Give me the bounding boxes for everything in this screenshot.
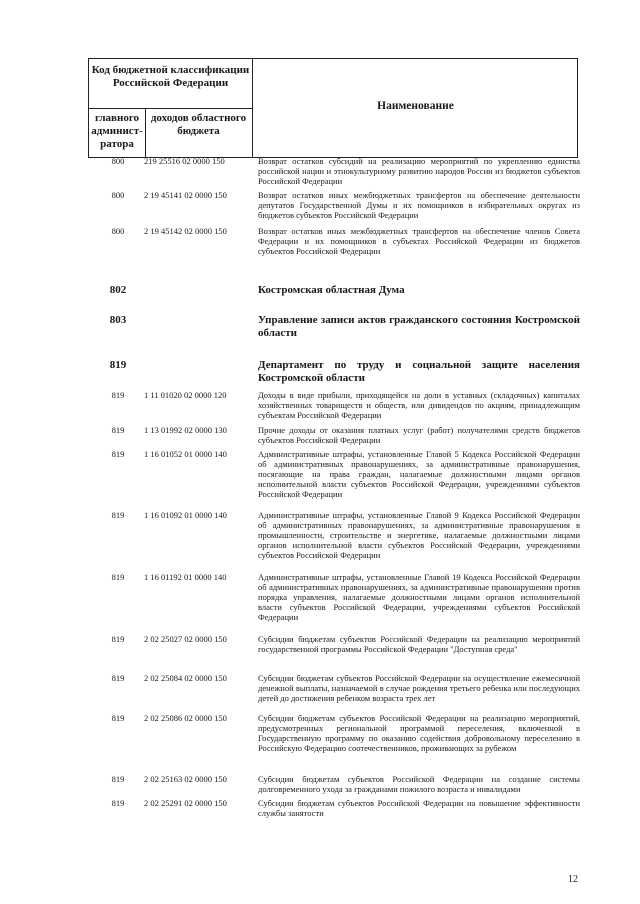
row-description: Доходы в виде прибыли, приходящейся на доли в уставных (складочных) капиталах хозяйственных товариществ и обществ, или дивидендов по акциям, принадлежащим субъектам Российской Федерации — [258, 390, 580, 420]
row-admin-code: 819 — [111, 510, 125, 520]
row-description: Административные штрафы, установленные Главой 5 Кодекса Российской Федерации об административных правонарушениях, за административные правонарушения, посягающие на права граждан, налагаемые должностными лицами органов исполнительной власти субъектов Российской Федерации, учреждениями субъектов Российской Федерации — [258, 449, 580, 499]
row-description: Возврат остатков иных межбюджетных трансфертов на обеспечение деятельности депутатов Государственной Думы и их помощников в избирательных округах из бюджетов субъектов Российской Федерации — [258, 190, 580, 220]
row-admin-code: 819 — [111, 449, 125, 459]
row-admin-code: 802 — [109, 284, 127, 296]
row-income-code: 2 19 45142 02 0000 150 — [144, 226, 227, 236]
table-header — [88, 58, 578, 158]
row-admin-code: 819 — [111, 713, 125, 723]
row-admin-code: 819 — [111, 774, 125, 784]
row-admin-code: 819 — [111, 390, 125, 400]
header-divider — [89, 108, 252, 109]
row-description: Субсидии бюджетам субъектов Российской Федерации на осуществление ежемесячной денежной выплаты, назначаемой в случае рождения третьего ребенка или последующих детей до достижения ребенком возраста трех лет — [258, 673, 580, 703]
row-income-code: 2 19 45141 02 0000 150 — [144, 190, 227, 200]
row-admin-code: 800 — [111, 156, 125, 166]
row-income-code: 1 16 01092 01 0000 140 — [144, 510, 227, 520]
row-description: Субсидии бюджетам субъектов Российской Федерации на создание системы долговременного ухода за гражданами пожилого возраста и инвалидами — [258, 774, 580, 794]
row-description: Административные штрафы, установленные Главой 9 Кодекса Российской Федерации об административных правонарушениях, за административные правонарушения в промышленности, строительстве и энергетике, налагаемые должностными лицами органов исполнительной власти субъектов Российской Федерации, учреждениями субъектов Российской Федерации — [258, 510, 580, 560]
row-income-code: 2 02 25084 02 0000 150 — [144, 673, 227, 683]
row-admin-code: 800 — [111, 226, 125, 236]
row-income-code: 2 02 25027 02 0000 150 — [144, 634, 227, 644]
row-income-code: 2 02 25086 02 0000 150 — [144, 713, 227, 723]
header-main-admin: главного админист-ратора — [91, 112, 143, 150]
header-income: доходов областного бюджета — [150, 112, 247, 137]
section-title: Костромская областная Дума — [258, 284, 405, 296]
row-description: Прочие доходы от оказания платных услуг (работ) получателями средств бюджетов субъектов Российской Федерации — [258, 425, 580, 445]
header-code-title: Код бюджетной классификации Российской Федерации — [91, 64, 250, 89]
header-name-title: Наименование — [377, 100, 454, 112]
row-description: Возврат остатков субсидий на реализацию мероприятий по укреплению единства российской нации и этнокультурному развитию народов России из бюджетов субъектов Российской Федерации — [258, 156, 580, 186]
row-admin-code: 819 — [111, 634, 125, 644]
row-admin-code: 819 — [111, 425, 125, 435]
row-income-code: 1 11 01020 02 0000 120 — [144, 390, 227, 400]
row-income-code: 1 16 01052 01 0000 140 — [144, 449, 227, 459]
page-number: 12 — [568, 874, 578, 885]
row-admin-code: 800 — [111, 190, 125, 200]
row-income-code: 1 13 01992 02 0000 130 — [144, 425, 227, 435]
row-income-code: 2 02 25291 02 0000 150 — [144, 798, 227, 808]
row-admin-code: 803 — [109, 314, 127, 326]
row-description: Административные штрафы, установленные Главой 19 Кодекса Российской Федерации об административных правонарушениях, за административные правонарушения против порядка управления, налагаемые должностными лицами органов исполнительной власти субъектов Российской Федерации, учреждениями субъектов Российской Федерации — [258, 572, 580, 622]
row-description: Субсидии бюджетам субъектов Российской Федерации на реализацию мероприятий государственной программы Российской Федерации "Доступная среда" — [258, 634, 580, 654]
row-admin-code: 819 — [109, 359, 127, 371]
section-title: Департамент по труду и социальной защите населения Костромской области — [258, 359, 580, 384]
row-description: Субсидии бюджетам субъектов Российской Федерации на реализацию мероприятий, предусмотренных региональной программой переселения, включенной в Государственную программу по оказанию содействия добровольному переселению в Российскую Федерацию соотечественников, проживающих за рубежом — [258, 713, 580, 753]
row-admin-code: 819 — [111, 572, 125, 582]
row-income-code: 2 02 25163 02 0000 150 — [144, 774, 227, 784]
section-title: Управление записи актов гражданского состояния Костромской области — [258, 314, 580, 339]
row-income-code: 1 16 01192 01 0000 140 — [144, 572, 227, 582]
row-admin-code: 819 — [111, 673, 125, 683]
row-admin-code: 819 — [111, 798, 125, 808]
row-description: Возврат остатков иных межбюджетных трансфертов на обеспечение членов Совета Федерации и их помощников в субъектах Российской Федерации из бюджетов субъектов Российской Федерации — [258, 226, 580, 256]
row-income-code: 219 25516 02 0000 150 — [144, 156, 225, 166]
row-description: Субсидии бюджетам субъектов Российской Федерации на повышение эффективности службы занятости — [258, 798, 580, 818]
